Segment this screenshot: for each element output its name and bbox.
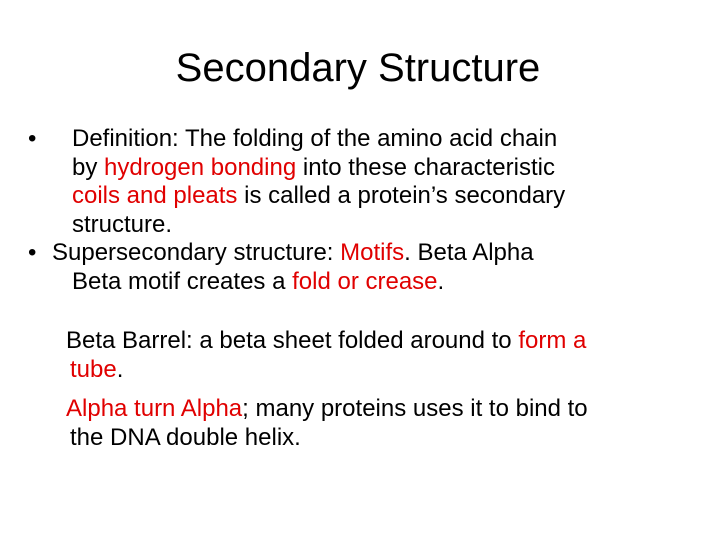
bullet-2-line-1: Supersecondary structure: Motifs. Beta Alpha [52, 239, 534, 266]
highlight-motifs: Motifs [340, 239, 405, 266]
paragraph-alpha-turn-line-1: Alpha turn Alpha; many proteins uses it to bind to [66, 395, 588, 422]
bullet-1-line-4: structure. [72, 210, 173, 238]
highlight-tube: tube [70, 355, 117, 383]
bullet-1-line-3: coils and pleats is called a protein’s secondary [72, 182, 566, 209]
highlight-form-a: form a [518, 327, 587, 354]
highlight-coils-and-pleats: coils and pleats [72, 182, 238, 209]
bullet-marker: • [28, 239, 37, 266]
slide-title: Secondary Structure [175, 46, 541, 90]
paragraph-alpha-turn-line-2: the DNA double helix. [70, 423, 301, 451]
highlight-fold-or-crease: fold or crease [292, 267, 438, 295]
highlight-hydrogen-bonding: hydrogen bonding [104, 153, 297, 181]
bullet-marker: • [28, 125, 37, 152]
bullet-2-line-2: Beta motif creates a fold or crease. [72, 267, 445, 295]
bullet-1-line-1: Definition: The folding of the amino acid chain [72, 125, 558, 152]
paragraph-beta-barrel-line-1: Beta Barrel: a beta sheet folded around to form a [66, 327, 587, 354]
bullet-1-line-2: by hydrogen bonding into these characteristic [72, 153, 555, 181]
paragraph-beta-barrel-line-2: tube. [70, 355, 124, 383]
highlight-alpha-turn-alpha: Alpha turn Alpha [66, 395, 243, 422]
